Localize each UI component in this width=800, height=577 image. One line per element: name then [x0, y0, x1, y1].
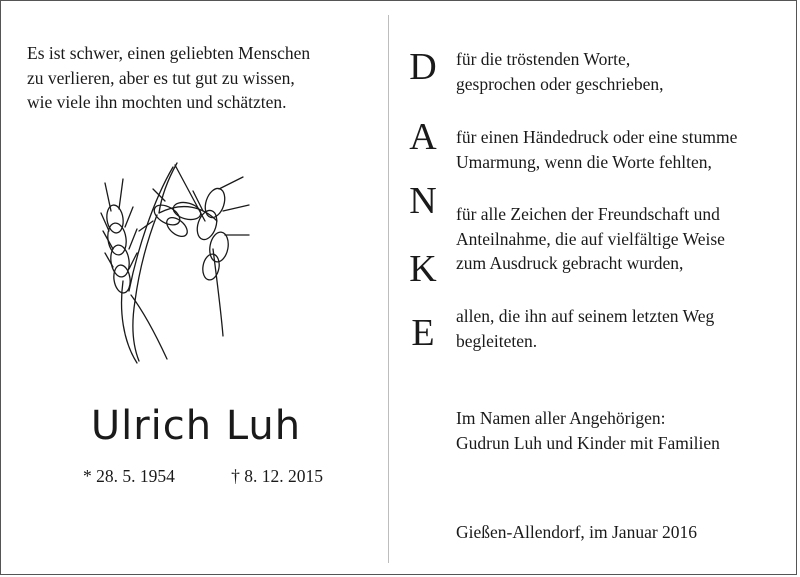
thanks-block-3 [456, 202, 796, 276]
thanks-block-4 [456, 304, 796, 353]
intro-text [27, 41, 367, 115]
thanks-block-1 [456, 47, 796, 96]
intro-line: Es ist schwer, einen geliebten Menschen [27, 43, 311, 63]
thanks-line: gesprochen oder geschrieben, [456, 73, 664, 94]
place-date: Gießen-Allendorf, im Januar 2016 [456, 522, 698, 542]
birth-date: * 28. 5. 1954 [83, 466, 175, 486]
danke-letter-n: N [409, 180, 437, 222]
signature-line: Gudrun Luh und Kinder mit Familien [456, 432, 720, 453]
thanks-line: begleiteten. [456, 330, 538, 351]
danke-letter-d: D [409, 46, 437, 88]
thanks-line: für die tröstenden Worte, [456, 49, 631, 69]
intro-line: wie viele ihn mochten und schätzten. [27, 92, 287, 112]
column-divider [388, 15, 389, 563]
thanks-line: Anteilnahme, die auf vielfältige Weise [456, 228, 725, 249]
signature-line: Im Namen aller Angehörigen: [456, 408, 666, 428]
life-dates [83, 464, 323, 488]
intro-line: zu verlieren, aber es tut gut zu wissen, [27, 67, 295, 88]
death-date: † 8. 12. 2015 [231, 466, 323, 486]
signature-block [456, 406, 796, 455]
danke-letter-k: K [409, 248, 437, 290]
wheat-ears-icon [93, 161, 253, 366]
danke-letter-e: E [411, 312, 435, 354]
thanks-block-2 [456, 125, 796, 174]
thanks-line: Umarmung, wenn die Worte fehlten, [456, 151, 712, 172]
thanks-line: für alle Zeichen der Freundschaft und [456, 204, 720, 224]
thanks-line: zum Ausdruck gebracht wurden, [456, 253, 684, 273]
thanks-line: für einen Händedruck oder eine stumme [456, 127, 738, 147]
deceased-name: Ulrich Luh [90, 403, 302, 449]
thanks-line: allen, die ihn auf seinem letzten Weg [456, 306, 715, 326]
danke-letter-a: A [409, 116, 437, 158]
